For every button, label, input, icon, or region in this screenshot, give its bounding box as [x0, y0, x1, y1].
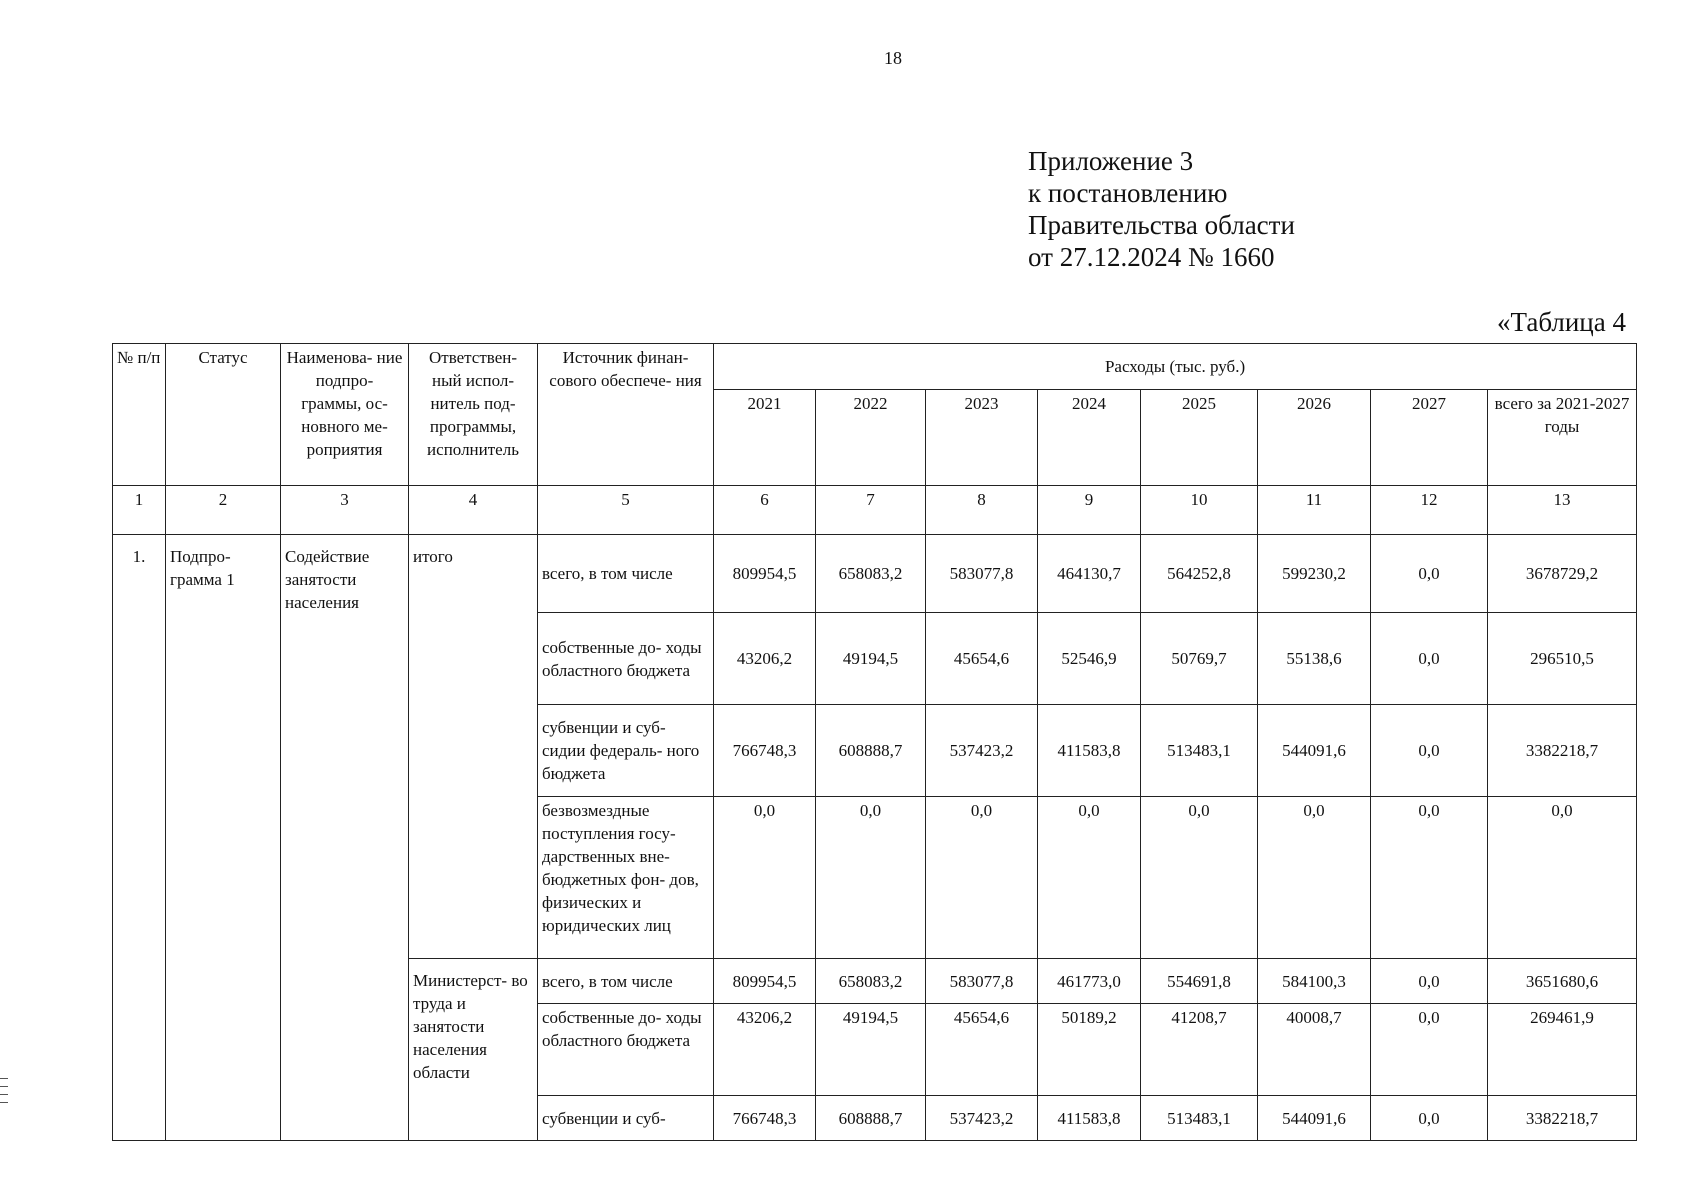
value-cell: 50189,2 — [1038, 1004, 1141, 1096]
value-cell: 3382218,7 — [1488, 1096, 1637, 1141]
value-cell: 544091,6 — [1258, 1096, 1371, 1141]
budget-table — [112, 343, 1637, 1141]
column-number: 8 — [926, 486, 1038, 535]
header-year: 2026 — [1258, 390, 1371, 486]
value-cell: 41208,7 — [1141, 1004, 1258, 1096]
value-cell: 0,0 — [1258, 797, 1371, 959]
value-cell: 411583,8 — [1038, 705, 1141, 797]
header-name: Наименова- ние подпро- граммы, ос- новного ме- роприятия — [281, 344, 409, 486]
column-number: 6 — [714, 486, 816, 535]
header-year: 2025 — [1141, 390, 1258, 486]
scan-mark — [0, 1102, 8, 1103]
header-no: № п/п — [113, 344, 166, 486]
value-cell: 50769,7 — [1141, 613, 1258, 705]
table-row — [113, 535, 1637, 613]
value-cell: 658083,2 — [816, 535, 926, 613]
column-number: 2 — [166, 486, 281, 535]
header-source: Источник финан- сового обеспече- ния — [538, 344, 714, 486]
page-number: 18 — [884, 48, 902, 68]
value-cell: 411583,8 — [1038, 1096, 1141, 1141]
header-year: 2021 — [714, 390, 816, 486]
responsible-cell: итого — [409, 535, 538, 959]
header-responsible: Ответствен- ный испол- нитель под- программы, исполнитель — [409, 344, 538, 486]
table-caption: «Таблица 4 — [1497, 307, 1626, 337]
value-cell: 0,0 — [926, 797, 1038, 959]
header-year: 2024 — [1038, 390, 1141, 486]
value-cell: 43206,2 — [714, 613, 816, 705]
header-status: Статус — [166, 344, 281, 486]
value-cell: 658083,2 — [816, 959, 926, 1004]
value-cell: 3382218,7 — [1488, 705, 1637, 797]
value-cell: 296510,5 — [1488, 613, 1637, 705]
value-cell: 55138,6 — [1258, 613, 1371, 705]
value-cell: 537423,2 — [926, 1096, 1038, 1141]
value-cell: 0,0 — [1371, 613, 1488, 705]
value-cell: 461773,0 — [1038, 959, 1141, 1004]
value-cell: 0,0 — [1038, 797, 1141, 959]
value-cell: 52546,9 — [1038, 613, 1141, 705]
source-cell: собственные до- ходы областного бюджета — [538, 1004, 714, 1096]
value-cell: 766748,3 — [714, 705, 816, 797]
value-cell: 49194,5 — [816, 613, 926, 705]
value-cell: 0,0 — [1141, 797, 1258, 959]
source-cell: безвозмездные поступления госу- дарственных вне- бюджетных фон- дов, физических и юридических лиц — [538, 797, 714, 959]
value-cell: 269461,9 — [1488, 1004, 1637, 1096]
column-number: 13 — [1488, 486, 1637, 535]
column-number: 3 — [281, 486, 409, 535]
value-cell: 0,0 — [1371, 535, 1488, 613]
value-cell: 49194,5 — [816, 1004, 926, 1096]
scan-mark — [0, 1086, 8, 1087]
value-cell: 584100,3 — [1258, 959, 1371, 1004]
responsible-cell: Министерст- во труда и занятости населения области — [409, 959, 538, 1141]
source-cell: всего, в том числе — [538, 959, 714, 1004]
column-number: 5 — [538, 486, 714, 535]
annex-line: к постановлению — [1028, 178, 1228, 208]
value-cell: 809954,5 — [714, 959, 816, 1004]
value-cell: 45654,6 — [926, 613, 1038, 705]
value-cell: 0,0 — [1371, 1004, 1488, 1096]
column-number: 10 — [1141, 486, 1258, 535]
value-cell: 537423,2 — [926, 705, 1038, 797]
value-cell: 513483,1 — [1141, 1096, 1258, 1141]
value-cell: 809954,5 — [714, 535, 816, 613]
value-cell: 0,0 — [816, 797, 926, 959]
column-number: 4 — [409, 486, 538, 535]
column-number: 7 — [816, 486, 926, 535]
header-year: 2027 — [1371, 390, 1488, 486]
value-cell: 583077,8 — [926, 959, 1038, 1004]
value-cell: 608888,7 — [816, 705, 926, 797]
value-cell: 599230,2 — [1258, 535, 1371, 613]
header-year: 2023 — [926, 390, 1038, 486]
program-name-cell: Содействие занятости населения — [281, 535, 409, 1141]
scan-mark — [0, 1094, 8, 1095]
annex-line: Приложение 3 — [1028, 146, 1194, 176]
scan-mark — [0, 1078, 8, 1079]
value-cell: 3651680,6 — [1488, 959, 1637, 1004]
header-year: 2022 — [816, 390, 926, 486]
source-cell: всего, в том числе — [538, 535, 714, 613]
value-cell: 464130,7 — [1038, 535, 1141, 613]
column-number: 11 — [1258, 486, 1371, 535]
value-cell: 43206,2 — [714, 1004, 816, 1096]
annex-line: Правительства области — [1028, 210, 1295, 240]
value-cell: 40008,7 — [1258, 1004, 1371, 1096]
value-cell: 544091,6 — [1258, 705, 1371, 797]
value-cell: 3678729,2 — [1488, 535, 1637, 613]
header-expenses: Расходы (тыс. руб.) — [714, 344, 1637, 390]
column-number: 12 — [1371, 486, 1488, 535]
value-cell: 583077,8 — [926, 535, 1038, 613]
value-cell: 0,0 — [1371, 1096, 1488, 1141]
value-cell: 564252,8 — [1141, 535, 1258, 613]
value-cell: 0,0 — [1488, 797, 1637, 959]
source-cell: субвенции и суб- — [538, 1096, 714, 1141]
annex-block — [1028, 145, 1295, 273]
annex-line: от 27.12.2024 № 1660 — [1028, 242, 1275, 272]
value-cell: 766748,3 — [714, 1096, 816, 1141]
source-cell: собственные до- ходы областного бюджета — [538, 613, 714, 705]
value-cell: 0,0 — [1371, 959, 1488, 1004]
value-cell: 554691,8 — [1141, 959, 1258, 1004]
column-number: 1 — [113, 486, 166, 535]
status-cell: Подпро- грамма 1 — [166, 535, 281, 1141]
value-cell: 608888,7 — [816, 1096, 926, 1141]
value-cell: 0,0 — [714, 797, 816, 959]
row-number: 1. — [113, 535, 166, 1141]
value-cell: 513483,1 — [1141, 705, 1258, 797]
value-cell: 0,0 — [1371, 705, 1488, 797]
value-cell: 45654,6 — [926, 1004, 1038, 1096]
value-cell: 0,0 — [1371, 797, 1488, 959]
header-total: всего за 2021-2027 годы — [1488, 390, 1637, 486]
source-cell: субвенции и суб- сидии федераль- ного бюджета — [538, 705, 714, 797]
column-number: 9 — [1038, 486, 1141, 535]
